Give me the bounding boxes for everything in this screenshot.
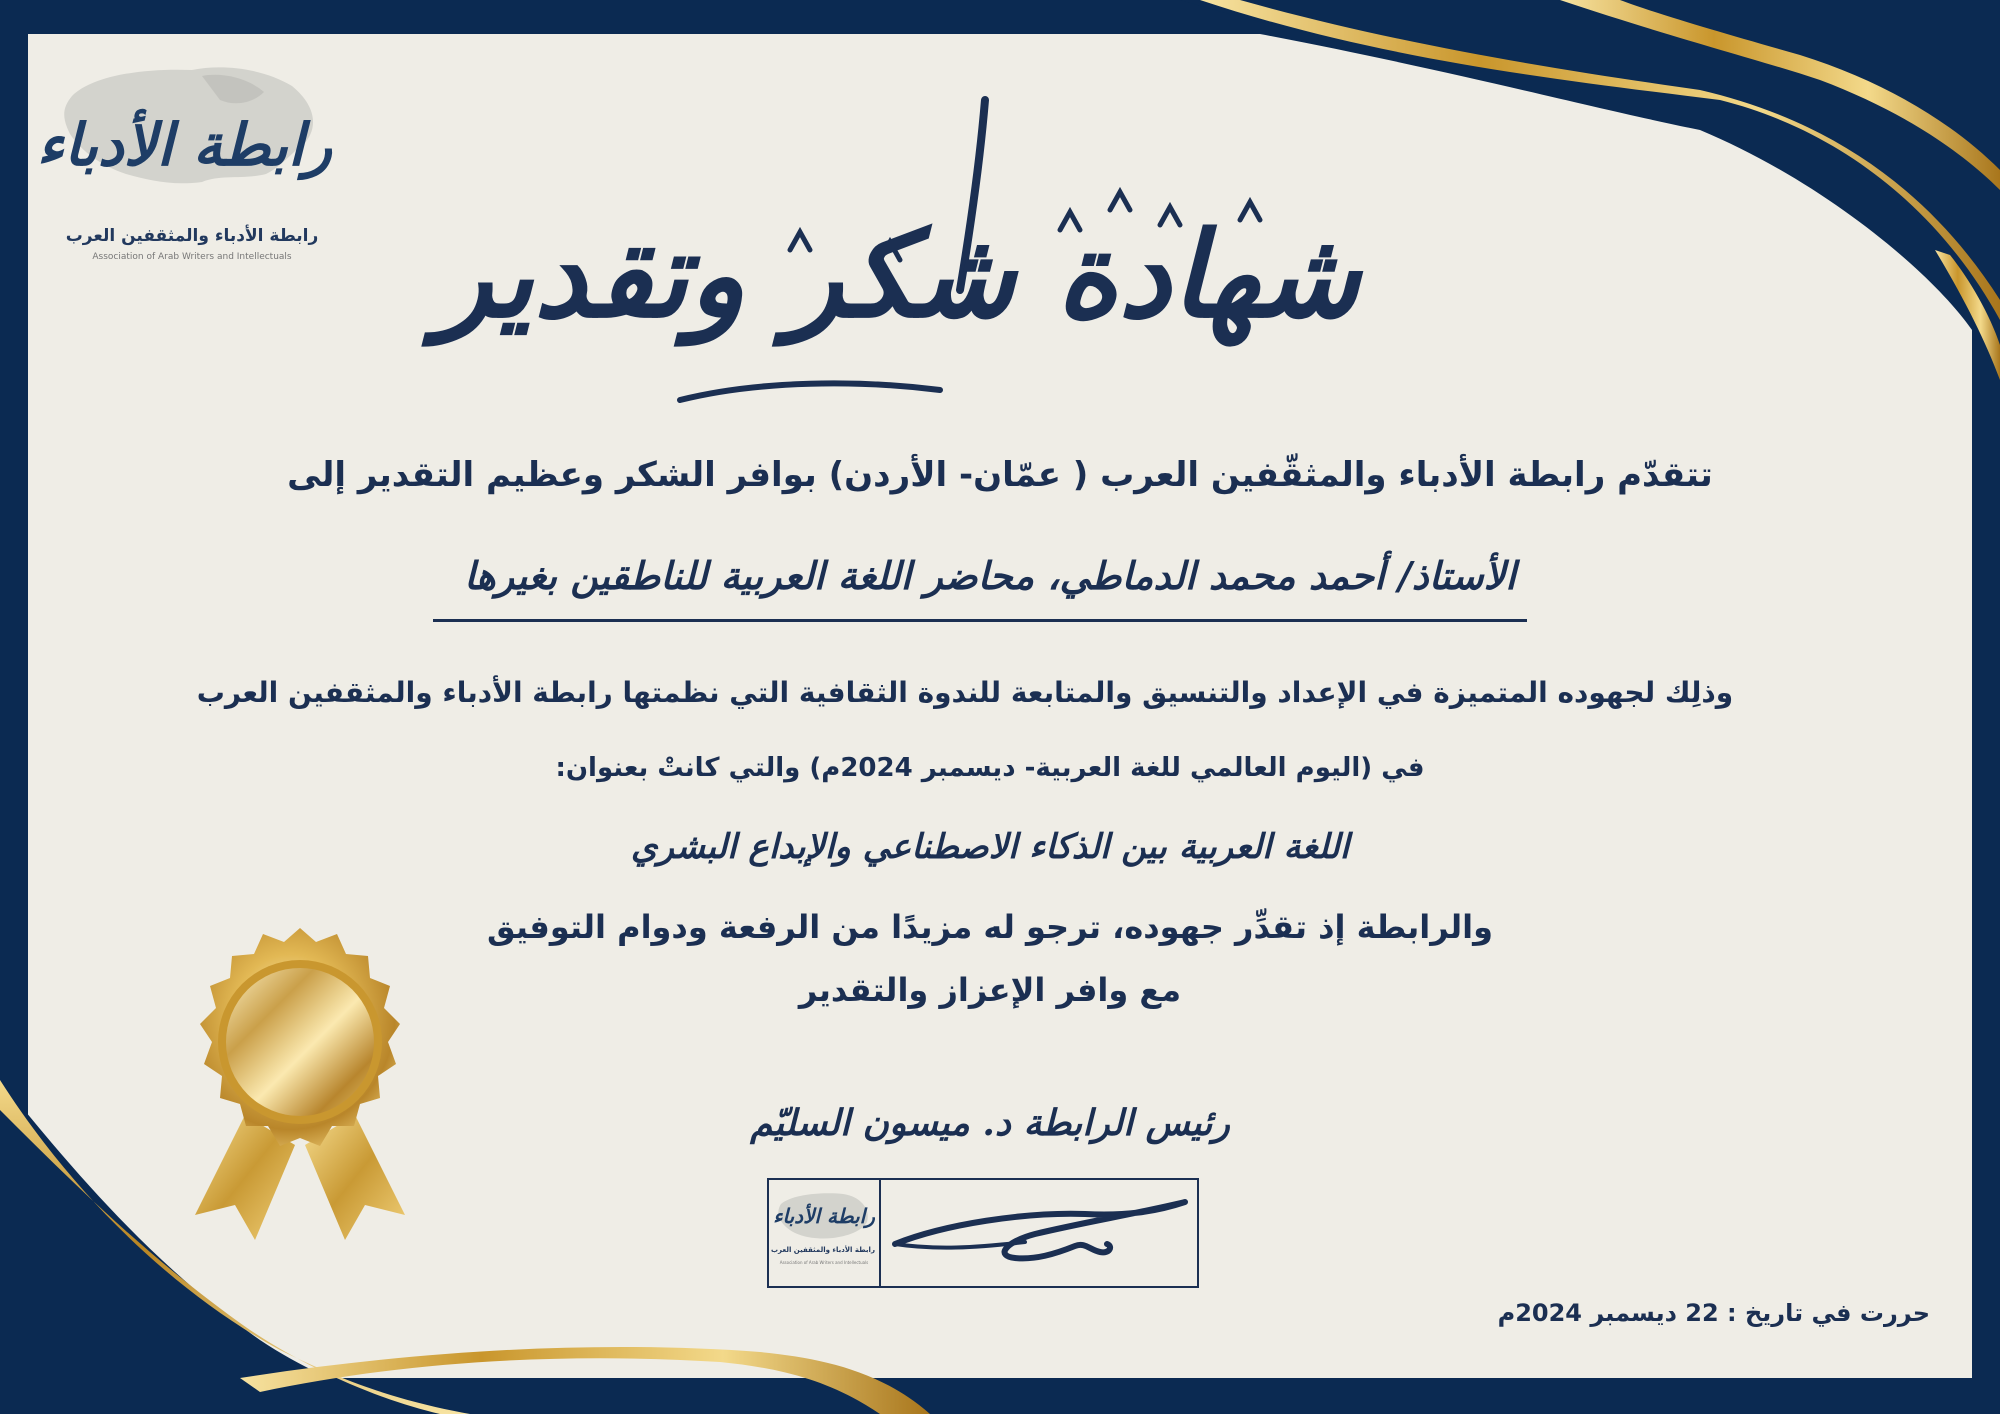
signature-scribble [885, 1184, 1195, 1284]
body-line-2: في (اليوم العالمي للغة العربية- ديسمبر 2024م) والتي كانتْ بعنوان: [555, 753, 1425, 783]
stamp-logo [770, 1186, 875, 1280]
certificate-title [435, 80, 1360, 420]
stamp-map-icon [770, 1186, 875, 1280]
logo-name-arabic: رابطة الأدباء والمثقفين العرب [65, 226, 319, 246]
association-logo [36, 56, 332, 271]
closing-line-2: مع وافر الإعزاز والتقدير [798, 971, 1182, 1009]
logo-calligraphy: رابطة الأدباء [36, 111, 332, 179]
recipient-underline [433, 619, 1527, 622]
issue-date: حررت في تاريخ : 22 ديسمبر 2024م [1497, 1299, 1930, 1327]
intro-line: تتقدّم رابطة الأدباء والمثقّفين العرب ( عمّان- الأردن) بوافر الشكر وعظيم التقدير إلى [287, 455, 1713, 495]
stamp-divider [879, 1180, 881, 1286]
stamp-logo-name-en: Association of Arab Writers and Intellectuals [779, 1260, 869, 1265]
logo-name-english: Association of Arab Writers and Intellectuals [92, 252, 292, 262]
event-title: اللغة العربية بين الذكاء الاصطناعي والإبداع البشري [630, 827, 1350, 867]
gold-seal-icon [175, 925, 425, 1240]
body-line-1: وذلِك لجهوده المتميزة في الإعداد والتنسيق والمتابعة للندوة الثقافية التي نظمتها رابطة الأدباء والمثقفين العرب [196, 676, 1734, 709]
closing-line-1: والرابطة إذ تقدِّر جهوده، ترجو له مزيدًا من الرفعة ودوام التوفيق [487, 908, 1493, 946]
stamp-logo-calligraphy: رابطة الأدباء [773, 1204, 875, 1228]
signatory-title: رئيس الرابطة د. ميسون السليّم [750, 1102, 1230, 1144]
stamp-logo-name-ar: رابطة الأدباء والمثقفين العرب [770, 1246, 875, 1254]
title-text: شهادة شكر وتقدير [435, 205, 1360, 344]
recipient-name: الأستاذ/ أحمد محمد الدماطي، محاضر اللغة العربية للناطقين بغيرها [464, 553, 1516, 598]
signature-stamp-box [767, 1178, 1199, 1288]
